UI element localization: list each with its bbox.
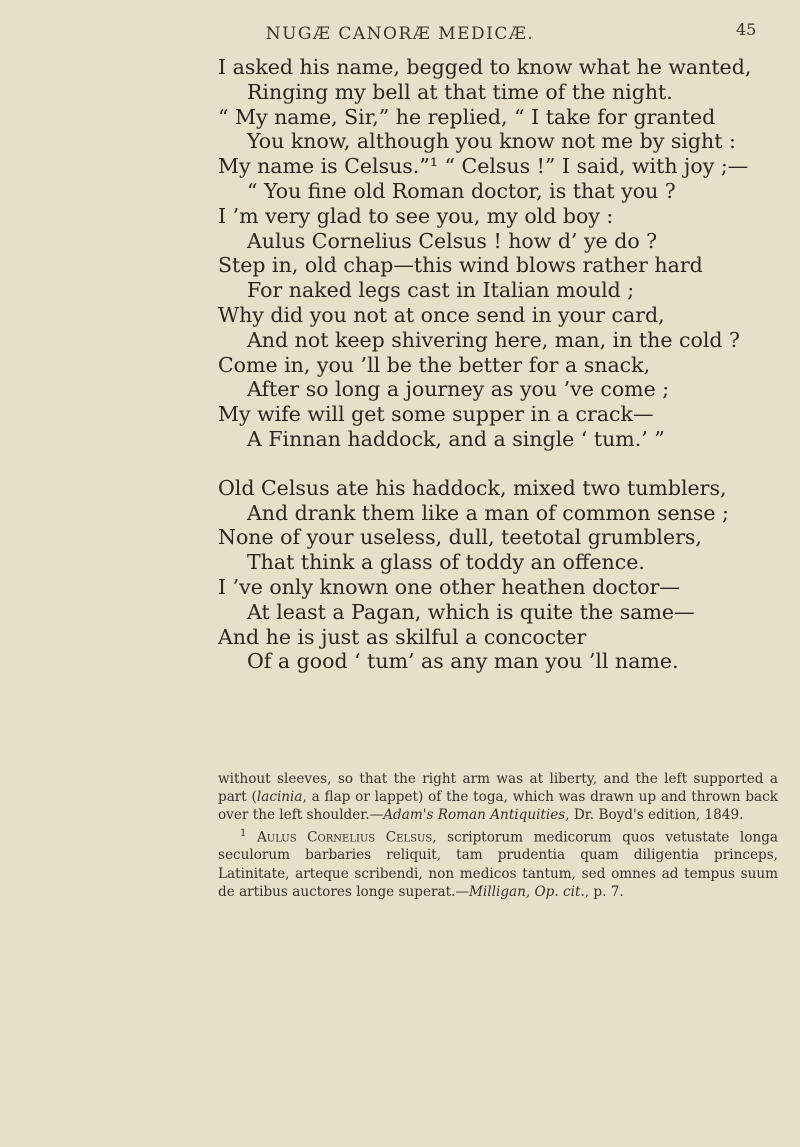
- poem: [218, 55, 778, 674]
- poem-line: “ You fine old Roman doctor, is that you ?: [247, 178, 676, 203]
- poem-line: That think a glass of toddy an offence.: [247, 550, 645, 575]
- poem-line: My wife will get some supper in a crack—: [218, 402, 654, 427]
- poem-line: Ringing my bell at that time of the night.: [247, 79, 673, 104]
- poem-line: After so long a journey as you ’ve come ;: [247, 377, 670, 402]
- poem-line: I ’m very glad to see you, my old boy :: [218, 203, 614, 228]
- poem-line: And he is just as skilful a concocter: [218, 624, 587, 649]
- poem-line: And not keep shivering here, man, in the cold ?: [247, 327, 741, 352]
- running-head: NUGÆ CANORÆ MEDICÆ.: [265, 24, 535, 44]
- poem-line: Of a good ‘ tum’ as any man you ’ll name.: [247, 649, 679, 674]
- poem-line: You know, although you know not me by sight :: [247, 129, 736, 154]
- poem-line: For naked legs cast in Italian mould ;: [247, 278, 635, 303]
- poem-line: None of your useless, dull, teetotal grumblers,: [218, 525, 702, 550]
- stanza-gap: [218, 452, 778, 476]
- poem-line: Old Celsus ate his haddock, mixed two tumblers,: [218, 475, 727, 500]
- poem-stanza-2: [218, 476, 778, 674]
- poem-line: I ’ve only known one other heathen doctor—: [218, 574, 680, 599]
- footnote-1: $^1$ Aulus Cornelius Celsus, scriptorum medicorum quos vetustate longa seculorum barbaries reliquit, tam prudentia quam diligentia princeps, Latinitate, arteque scribendi, non medicos tantum, sed omnes ad tempus suum de artibus auctores longe superat.—Milligan, Op. cit., p. 7.: [218, 827, 779, 900]
- poem-line: I asked his name, begged to know what he wanted,: [218, 55, 752, 79]
- footnote-continuation: without sleeves, so that the right arm was at liberty, and the left supported a part (lacinia, a flap or lappet) of the toga, which was drawn up and thrown back over the left shoulder.—Adam's Roman Antiquities, Dr. Boyd's edition, 1849.: [218, 771, 778, 824]
- poem-line: Aulus Cornelius Celsus ! how d’ ye do ?: [247, 228, 658, 253]
- poem-line: At least a Pagan, which is quite the same—: [247, 599, 695, 624]
- poem-stanza-1: [218, 55, 778, 452]
- page-number: 45: [736, 20, 757, 39]
- poem-line: My name is Celsus.”¹ “ Celsus !” I said, with joy ;—: [218, 154, 749, 179]
- poem-line: A Finnan haddock, and a single ‘ tum.’ ”: [247, 426, 665, 451]
- footnote-name: Aulus Cornelius Celsus: [256, 829, 433, 846]
- footnotes: [218, 770, 778, 901]
- poem-line: And drank them like a man of common sense ;: [247, 500, 729, 525]
- poem-line: Come in, you ’ll be the better for a snack,: [218, 352, 651, 377]
- poem-line: “ My name, Sir,” he replied, “ I take for granted: [218, 104, 716, 129]
- poem-line: Why did you not at once send in your card,: [218, 302, 665, 327]
- footnote-marker: 1: [240, 827, 247, 839]
- poem-line: Step in, old chap—this wind blows rather hard: [218, 253, 703, 278]
